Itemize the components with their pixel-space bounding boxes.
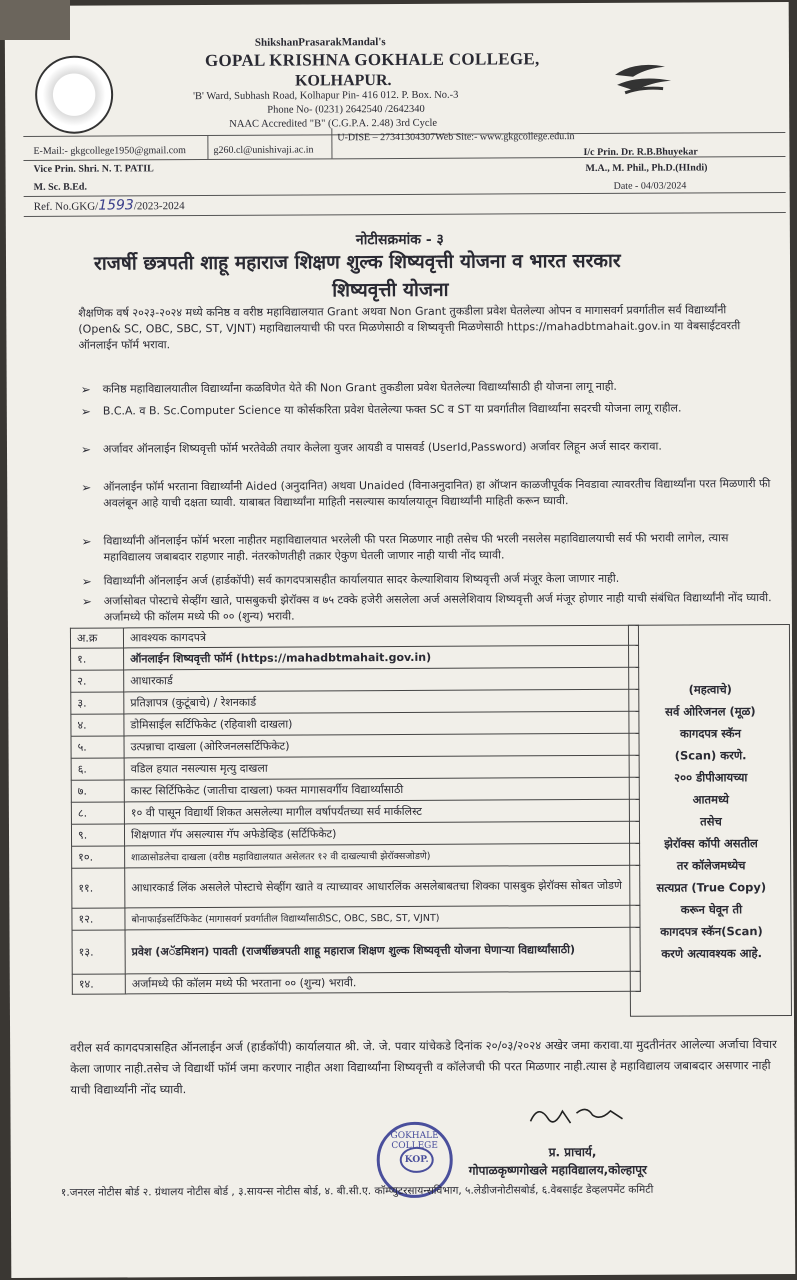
table-row: १०. शाळासोडलेचा दाखला (वरीष्ठ महाविद्यालयात असेलतर १२ वी दाखल्याची झेरॉक्सजोडणे) (72, 843, 640, 868)
naac-logo-icon (605, 53, 685, 113)
college-address: 'B' Ward, Subhash Road, Kolhapur Pin- 416 012. P. Box. No.-3 (193, 89, 459, 103)
notice-title-line1: राजर्षी छत्रपती शाहू महाराज शिक्षण शुल्क शिष्यवृत्ती योजना व भारत सरकार (93, 249, 621, 275)
notice-intro: शैक्षणिक वर्ष २०२३-२०२४ मध्ये कनिष्ठ व वरीष्ठ महाविद्यालयात Grant अथवा Non Grant तुकडीला प्रवेश घेतलेल्या ओपन व मागासवर्ग प्रवर्गातील सर्व विद्यार्थ्यांनी (Open& SC, OBC, SBC, ST, VJNT) महाविद्यालयाची फी परत मिळणेसाठी व शिष्यवृत्ती मिळणेसाठी https://mahadbtmahait.gov.in या वेबसाईटवरती ऑनलाईन फॉर्म भरावा. (78, 303, 741, 352)
notice-bullet: ➢ B.C.A. व B. Sc.Computer Science या कोर्सकरिता प्रवेश घेतलेल्या फक्त SC व ST या प्रवर्गातील विद्यार्थ्यांना सदरची योजना लागू राहील. (80, 401, 682, 419)
table-header-number: अ.क्र (70, 628, 123, 648)
notice-bullet: ➢ अर्जावर ऑनलाईन शिष्यवृत्ती फॉर्म भरतेवेळी तयार केलेला युजर आयडी व पासवर्ड (UserId,Password) अर्जावर लिहून अर्ज सादर करावा. (80, 439, 662, 457)
documents-table (70, 625, 641, 995)
table-row: ८. १० वी पासून विद्यार्थी शिकत असलेल्या मागील वर्षापर्यंतच्या सर्व मार्कलिस्ट (71, 799, 639, 824)
table-row: ३. प्रतिज्ञापत्र (कुटूंबाचे) / रेशनकार्ड (71, 689, 639, 714)
arrow-icon: ➢ (80, 382, 91, 397)
table-row: १. ऑनलाईन शिष्यवृत्ती फॉर्म (https://mahadbtmahait.gov.in) (71, 645, 639, 670)
table-row: ९. शिक्षणात गॅप असल्यास गॅप अफेडेव्हिड (सर्टिफिकेट) (71, 821, 639, 846)
college-stamp: GOKHALE COLLEGE KOP. (377, 1122, 453, 1198)
udise-website: U-DISE – 27341304307Web Site:- www.gkgcollege.edu.in (337, 131, 575, 144)
notice-bullet: ➢ कनिष्ठ महाविद्यालयातील विद्यार्थ्यांना कळविणेत येते की Non Grant तुकडीला प्रवेश घेतलेल्या विद्यार्थ्यांसाठी ही योजना लागू नाही. (80, 379, 617, 397)
notice-page (5, 2, 796, 1278)
table-header-document: आवश्यक कागदपत्रे (123, 625, 638, 648)
notice-bullet: ➢ विद्यार्थ्यांनी ऑनलाईन अर्ज (हार्डकॉपी) सर्व कागदपत्रासहीत कार्यालयात सादर केल्याशिवाय शिष्यवृत्ती अर्ज मंजूर केला जाणार नाही. (81, 571, 620, 589)
reference-handwritten: 1593 (98, 197, 134, 214)
college-city: KOLHAPUR. (295, 72, 392, 90)
notice-date: Date - 04/03/2024 (613, 180, 687, 192)
table-row: २. आधारकार्ड (71, 667, 639, 692)
arrow-icon: ➢ (80, 442, 92, 457)
signature-college-name: गोपाळकृष्णगोखले महाविद्यालय,कोल्हापूर (468, 1162, 647, 1178)
college-emblem-icon (35, 55, 113, 133)
table-row: ७. कास्ट सिर्टिफिकेट (जातीचा दाखला) फक्त मागासवर्गीय विद्यार्थ्यांसाठी (71, 777, 639, 802)
notice-number: नोटीसक्रमांक - ३ (355, 231, 444, 249)
vice-principal-name: Vice Prin. Shri. N. T. PATIL (33, 163, 154, 175)
notice-bullet: ➢ विद्यार्थ्यांनी ऑनलाईन फॉर्म भरला नाहीतर महाविद्यालयात भरलेली फी परत मिळणार नाही तसेच फी भरली नसलेस महाविद्यालयाची सर्व फी भरावी लागेल, त्यास महाविद्यालय जबाबदार राहणार नाही. नंतरकोणतीही तक्रार ऐकुण घेतली जाणार नाही याची नोंद घ्यावी. (81, 531, 729, 564)
notice-bullet: ➢ ऑनलाईन फॉर्म भरताना विद्यार्थ्यांनी Aided (अनुदानित) अथवा Unaided (विनाअनुदानित) हा ऑप्शन काळजीपूर्वक निवडावा त्यावरतीच विद्यार्थ्यांना परत मिळणारी फी अवलंबून आहे याची दक्षता घ्यावी. याबाबत विद्यार्थ्यांना माहिती नसल्यास कार्यालयातून विद्यार्थ्यांनी माहिती करून घ्यावी. (81, 477, 771, 510)
college-phone: Phone No- (0231) 2642540 /2642340 (267, 103, 425, 116)
principal-designation: प्र. प्राचार्य, (548, 1144, 597, 1160)
reference-number: Ref. No.GKG/1593/2023-2024 (33, 197, 185, 214)
college-email: E-Mail:- gkgcollege1950@gmail.com (33, 145, 186, 157)
arrow-icon: ➢ (81, 534, 92, 549)
principal-qualification: M.A., M. Phil., Ph.D.(HIndi) (585, 162, 708, 175)
principal-signature (526, 1101, 646, 1132)
notice-title-line2: शिष्यवृत्ती योजना (332, 278, 449, 302)
naac-accreditation: NAAC Accredited "B" (C.G.P.A. 2.48) 3rd Cycle (229, 117, 438, 130)
vice-principal-qualification: M. Sc. B.Ed. (33, 181, 87, 193)
closing-paragraph: वरील सर्व कागदपत्रासहित ऑनलाईन अर्ज (हार्डकॉपी) कार्यालयात श्री. जे. जे. पवार यांचेकडे दिनांक २०/०३/२०२४ अखेर जमा करावा.या मुदतीनंतर आलेल्या अर्जाचा विचार केला जाणार नाही.तसेच जे विद्यार्थी फॉर्म जमा करणार नाहीत अशा विद्यार्थ्यांना शिष्यवृत्ती व कॉलेजची फी परत मिळणार नाही.त्यास हे महाविद्यालय जबाबदार असणार नाही याची विद्यार्थ्यांनी नोंद घ्यावी. (70, 1037, 777, 1097)
distribution-list: १.जनरल नोटीस बोर्ड २. ग्रंथालय नोटीस बोर्ड , ३.सायन्स नोटीस बोर्ड, ४. बी.सी.ए. कॉम्प्युटरसायन्सविभाग, ५.लेडीजनोटीसबोर्ड, ६.वेबसाईट डेव्हलपमेंट कमिटी (60, 1183, 654, 1199)
arrow-icon: ➢ (81, 480, 92, 495)
important-note: (महत्वाचे) सर्व ओरिजनल (मूळ) कागदपत्र स्कॅन (Scan) करणे. २०० डीपीआयच्या आतमध्ये तसेच झेरॉक्स कॉपी असतील तर कॉलेजमध्येच सत्यप्रत (True Copy) करून घेवून ती कागदपत्र स्कॅन(Scan) करणे अत्यावश्यक आहे. (656, 682, 767, 961)
table-row: १४. अर्जामध्ये फी कॉलम मध्ये फी भरताना ०० (शुन्य) भरावी. (72, 971, 640, 994)
table-row: ४. डोमिसाईल सर्टिफिकेट (रहिवाशी दाखला) (71, 711, 639, 736)
table-row: १२. बोनाफाईडसर्टिफिकेट (मागासवर्ग प्रवर्गातील विद्यार्थ्यांसाठीSC, OBC, SBC, ST, VJNT) (72, 905, 640, 930)
arrow-icon: ➢ (81, 594, 92, 609)
principal-name: I/c Prin. Dr. R.B.Bhuyekar (583, 146, 698, 159)
photo-background (0, 0, 70, 40)
college-name: GOPAL KRISHNA GOKHALE COLLEGE, (204, 49, 540, 71)
table-row: ११. आधारकार्ड लिंक असलेले पोस्टाचे सेव्हींग खाते व त्याच्यावर आधारलिंक असलेबाबतचा शिक्का पासबुक झेरॉक्स सोबत जोडणे (72, 865, 640, 908)
table-row: ५. उत्पन्नाचा दाखला (ओरिजनलसर्टिफिकेट) (71, 733, 639, 758)
notice-bullet: ➢ अर्जासोबत पोस्टाचे सेव्हींग खाते, पासबुकची झेरॉक्स व ७५ टक्के हजेरी असलेला अर्ज असलेशिवाय शिष्यवृत्ती अर्ज मंजूर होणार नाही याची संबंधित विद्यार्थ्यांनी नोंद घ्यावी. अर्जामध्ये फी कॉलम मध्ये फी ०० (शुन्य) भरावी. (81, 591, 772, 624)
table-row: १३. प्रवेश (अॅडमिशन) पावती (राजर्षीछत्रपती शाहू महाराज शिक्षण शुल्क शिष्यवृत्ती योजना घेणाऱ्या विद्यार्थ्यांसाठी) (72, 927, 640, 974)
arrow-icon: ➢ (81, 574, 92, 589)
society-name: ShikshanPrasarakMandal's (254, 36, 386, 49)
college-email-2: g260.cl@unishivaji.ac.in (213, 144, 314, 156)
arrow-icon: ➢ (80, 404, 91, 419)
table-row: ६. वडिल हयात नसल्यास मृत्यु दाखला (71, 755, 639, 780)
